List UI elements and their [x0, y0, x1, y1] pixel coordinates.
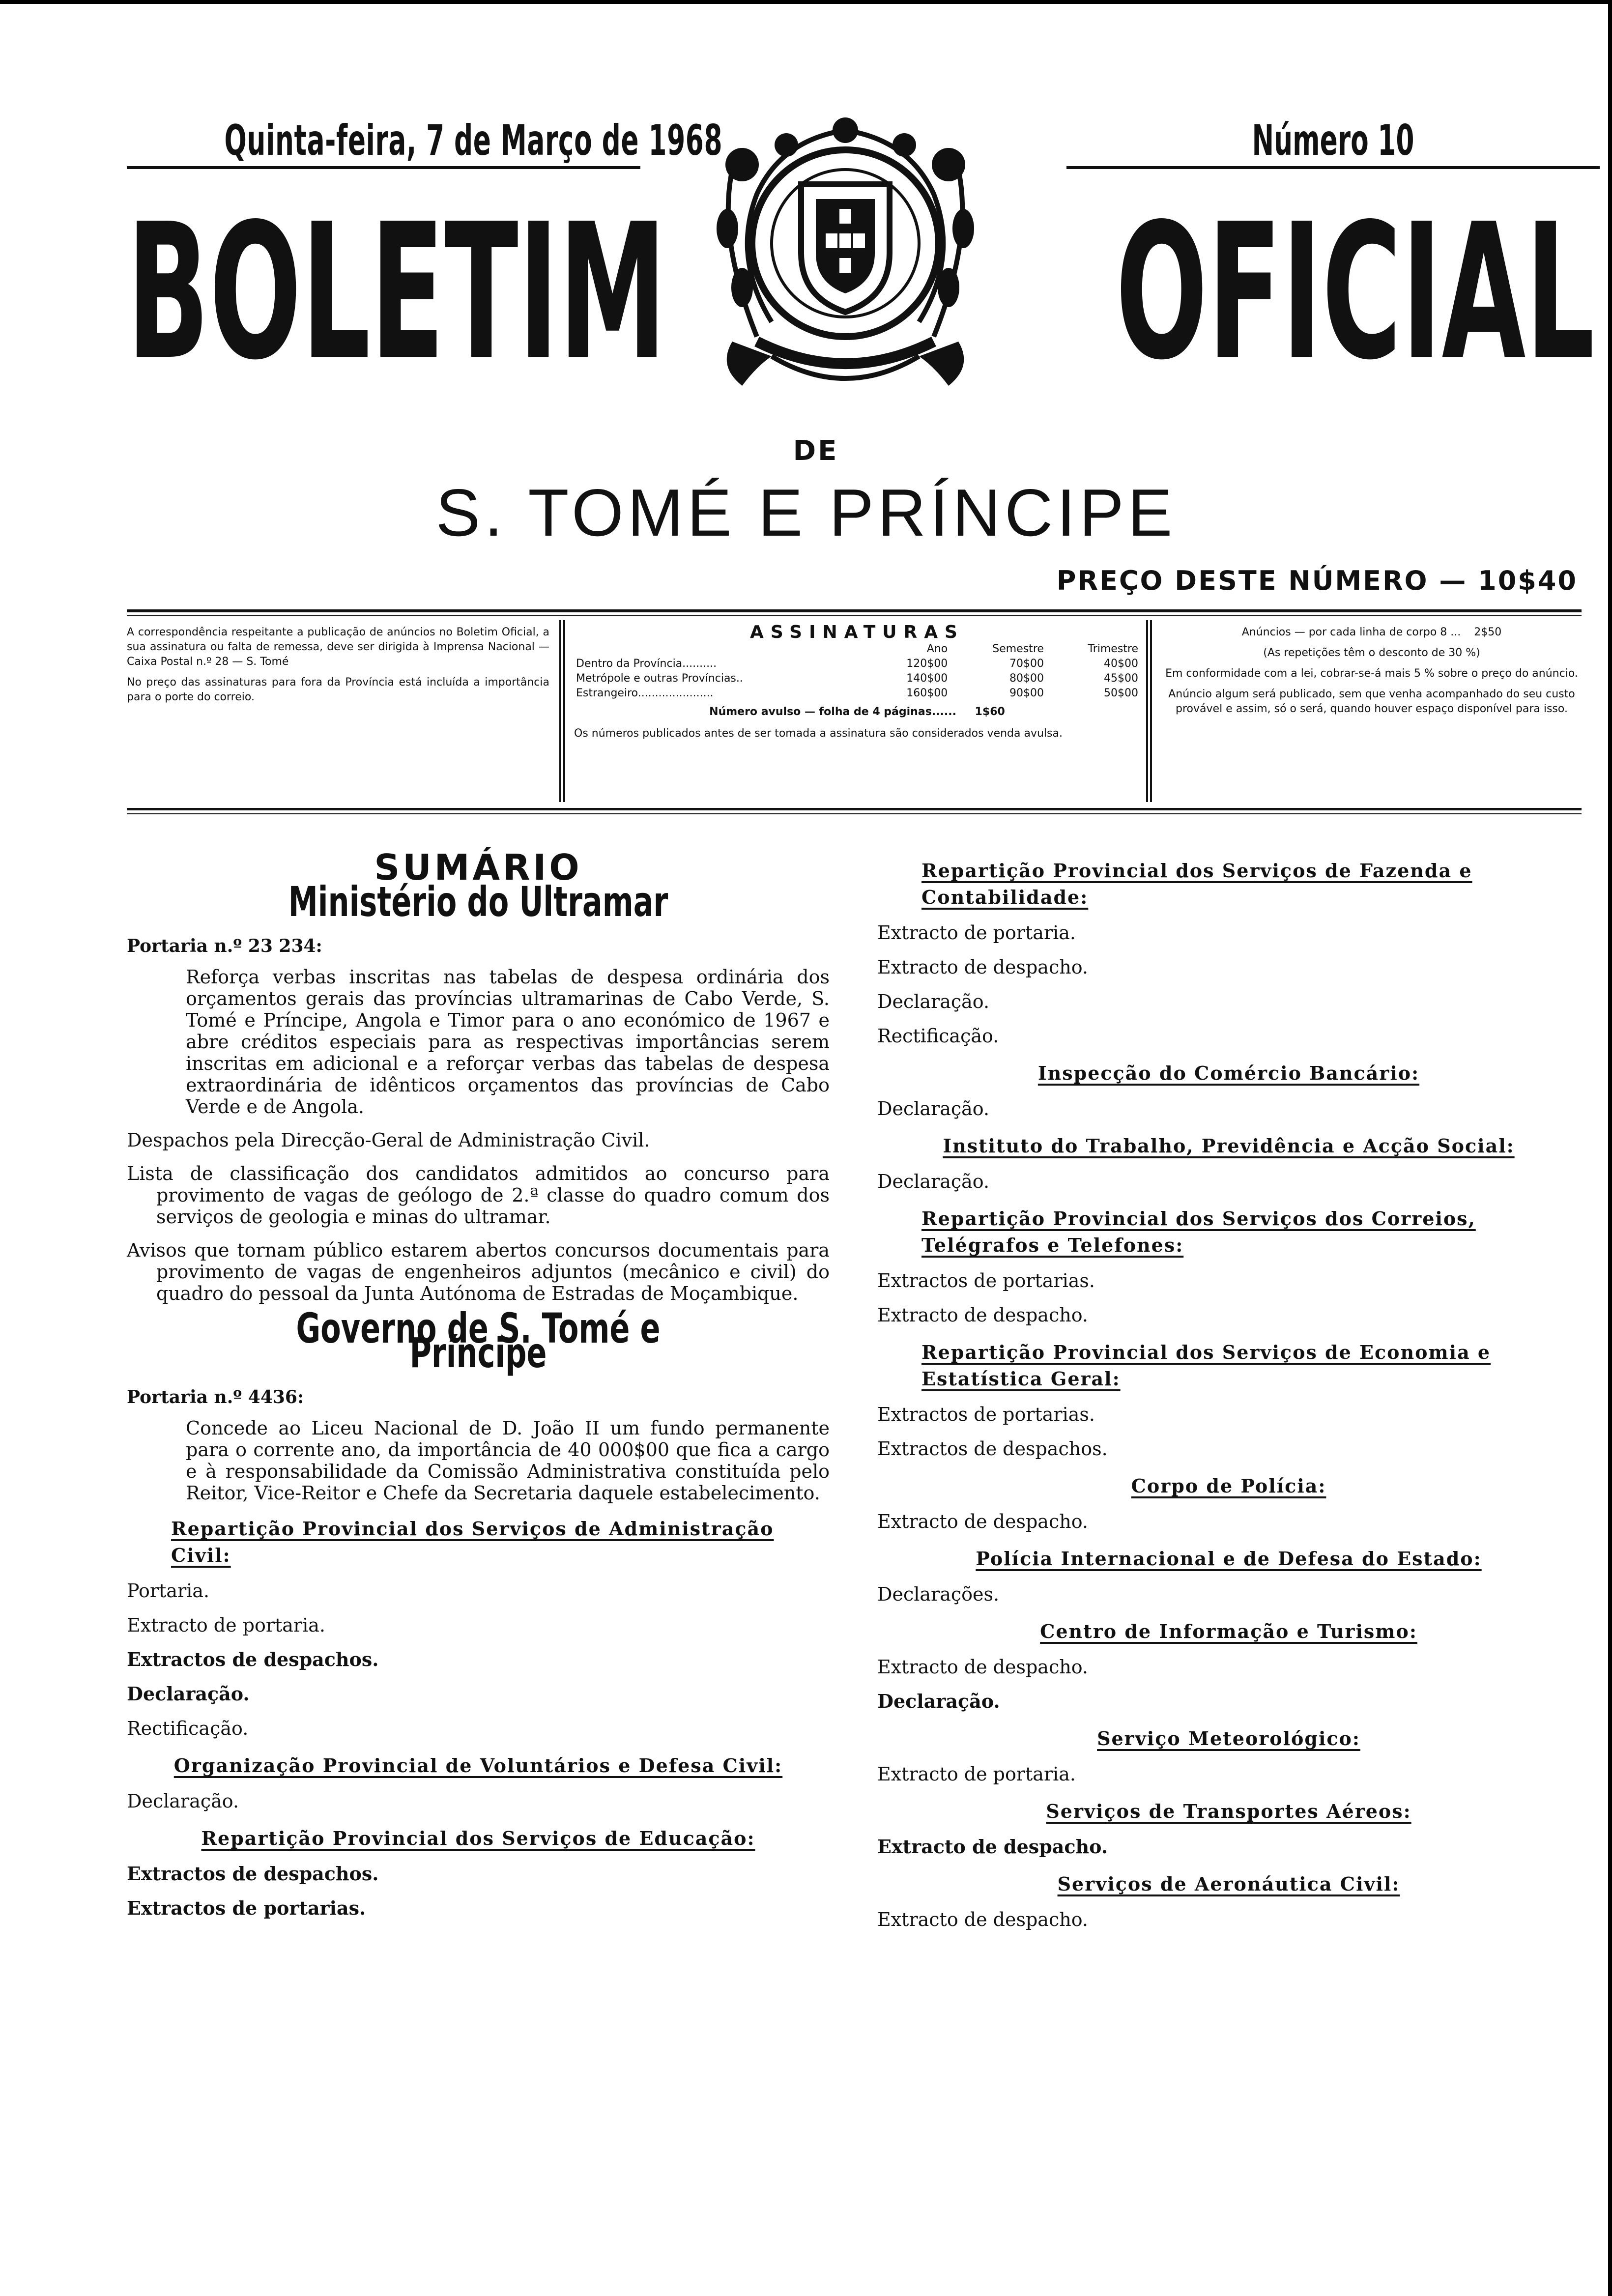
avisos-entry: Avisos que tornam público estarem abertos concursos documentais para provimento de vagas de engenheiros adjuntos (mecânico e civil) do quadro do pessoal da Junta Autónoma de Estradas de Moçambique.: [127, 1239, 830, 1304]
list-item: Rectificação.: [127, 1718, 249, 1739]
section-block: [877, 1798, 1580, 1860]
info-correspondence: [127, 625, 549, 711]
list-item: Declaração.: [877, 991, 990, 1012]
coat-of-arms-icon: [659, 111, 1032, 405]
summary-right-column: [877, 858, 1580, 1941]
issue-date: Quinta-feira, 7 de Março de 1968: [224, 116, 723, 165]
section-block: [877, 858, 1580, 1049]
portaria-description: Concede ao Liceu Nacional de D. João II um fundo permanente para o corrente ano, da importância de 40 000$00 que fica a cargo e à responsabilidade da Comissão Administrativa constituída pelo Reitor, Vice-Reitor e Chefe da Secretaria daquele estabelecimento.: [186, 1417, 830, 1504]
list-item: Extracto de portaria.: [127, 1614, 326, 1636]
section-block: [877, 1133, 1580, 1195]
section-block: [127, 1825, 830, 1922]
summary-left-column: [127, 847, 830, 1929]
list-item: Extracto de despacho.: [877, 1656, 1089, 1678]
header-semestre: Semestre: [992, 643, 1044, 655]
number-rule: [1066, 166, 1600, 169]
section-block: [877, 1339, 1580, 1462]
list-item: Extracto de portaria.: [877, 922, 1076, 944]
avulso-text: Número avulso — folha de 4 páginas......: [709, 706, 956, 718]
issue-price: PREÇO DESTE NÚMERO — 10$40: [1056, 565, 1578, 596]
list-item: Declaração.: [127, 1790, 239, 1812]
list-item: Portaria.: [127, 1580, 210, 1602]
header-ano: Ano: [926, 643, 948, 655]
info-divider-right-2: [1150, 620, 1152, 802]
despachos-entry: Despachos pela Direcção-Geral de Administração Civil.: [127, 1129, 650, 1151]
section-block: [127, 1516, 830, 1742]
summary-title: SUMÁRIO: [374, 847, 582, 888]
correspondence-text: A correspondência respeitante a publicação de anúncios no Boletim Oficial, a sua assinatura ou falta de remessa, deve ser dirigida à Imprensa Nacional — Caixa Postal n.º 28 — S. Tomé: [127, 626, 549, 668]
government-heading: Governo de S. Tomé e Príncipe: [296, 1304, 661, 1377]
list-item: Extractos de portarias.: [127, 1897, 366, 1919]
section-heading: Serviço Meteorológico:: [1097, 1727, 1360, 1750]
portaria-label: Portaria n.º 23 234:: [127, 936, 322, 956]
info-divider-left-2: [563, 620, 565, 802]
section-block: [127, 1752, 830, 1814]
publication-condition: Anúncio algum será publicado, sem que venha acompanhado do seu custo provável e assim, só o será, quando houver espaço disponível para isso.: [1168, 688, 1575, 715]
header-rule-thin: [127, 615, 1582, 616]
header-rule: [127, 609, 1582, 612]
list-item: Extracto de despacho.: [877, 1304, 1089, 1326]
list-item: Extractos de despachos.: [127, 1863, 379, 1885]
section-heading: Serviços de Aeronáutica Civil:: [1057, 1873, 1400, 1895]
avulso-note: Os números publicados antes de ser tomada a assinatura são considerados venda avulsa.: [574, 727, 1063, 740]
section-heading: Organização Provincial de Voluntários e Defesa Civil:: [173, 1754, 783, 1777]
classification-list-entry: Lista de classificação dos candidatos admitidos ao concurso para provimento de vagas de geólogo de 2.ª classe do quadro comum dos serviços de geologia e minas do ultramar.: [127, 1163, 830, 1228]
list-item: Extracto de portaria.: [877, 1763, 1076, 1785]
list-item: Declarações.: [877, 1583, 1000, 1605]
info-announcements: [1161, 625, 1583, 722]
section-block: [877, 1871, 1580, 1933]
avulso-line: [574, 705, 1140, 719]
list-item: Declaração.: [877, 1171, 990, 1192]
section-heading: Centro de Informação e Turismo:: [1040, 1620, 1417, 1642]
section-heading: Serviços de Transportes Aéreos:: [1046, 1800, 1411, 1822]
de-label: DE: [793, 435, 839, 467]
info-divider-right: [1146, 620, 1148, 802]
portaria-label: Portaria n.º 4436:: [127, 1387, 304, 1407]
table-row: Dentro da Província.......... 120$00 70$00 40$00: [576, 658, 1138, 670]
subscriptions-table: [574, 642, 1140, 701]
section-heading: Repartição Provincial dos Serviços de Educação:: [201, 1827, 755, 1849]
top-border: [0, 0, 1612, 4]
list-item: Extractos de portarias.: [877, 1404, 1095, 1425]
list-item: Extractos de portarias.: [877, 1270, 1095, 1292]
section-heading: Inspecção do Comércio Bancário:: [1037, 1062, 1420, 1084]
section-block: [877, 1725, 1580, 1787]
info-bottom-rule-thin: [127, 813, 1582, 814]
section-block: [877, 1546, 1580, 1607]
section-block: [877, 1060, 1580, 1122]
list-item: Extractos de despachos.: [877, 1438, 1108, 1460]
section-block: [877, 1473, 1580, 1535]
list-item: Declaração.: [877, 1098, 990, 1119]
section-heading: Repartição Provincial dos Serviços de Administração Civil:: [171, 1518, 774, 1566]
list-item: Declaração.: [877, 1690, 1000, 1712]
section-heading: Corpo de Polícia:: [1131, 1475, 1326, 1497]
section-heading: Polícia Internacional e de Defesa do Estado:: [976, 1548, 1482, 1570]
list-item: Extractos de despachos.: [127, 1648, 379, 1670]
list-item: Rectificação.: [877, 1025, 999, 1047]
repetition-discount: (As repetições têm o desconto de 30 %): [1263, 647, 1480, 659]
list-item: Extracto de despacho.: [877, 1836, 1108, 1858]
right-border: [1608, 0, 1612, 2296]
info-divider-left: [559, 620, 561, 802]
section-block: [877, 1205, 1580, 1328]
title-boletim: BOLETIM: [127, 183, 667, 401]
section-block: [877, 1618, 1580, 1715]
avulso-price: 1$60: [975, 706, 1005, 718]
issue-number: Número 10: [1252, 116, 1414, 165]
subscriptions-title: ASSINATURAS: [750, 622, 964, 642]
section-heading: Instituto do Trabalho, Previdência e Acção Social:: [943, 1135, 1515, 1157]
list-item: Extracto de despacho.: [877, 1511, 1089, 1532]
date-rule: [127, 166, 640, 169]
header-trimestre: Trimestre: [1088, 643, 1138, 655]
section-heading: Repartição Provincial dos Serviços de Economia e Estatística Geral:: [921, 1341, 1491, 1390]
list-item: Extracto de despacho.: [877, 1909, 1089, 1930]
title-oficial: OFICIAL: [1116, 183, 1595, 401]
list-item: Declaração.: [127, 1683, 250, 1705]
portaria-description: Reforça verbas inscritas nas tabelas de despesa ordinária dos orçamentos gerais das províncias ultramarinas de Cabo Verde, S. Tomé e Príncipe, Angola e Timor para o ano económico de 1967 e abre créditos especiais para as respectivas importâncias serem inscritas em adicional e a reforçar verbas das tabelas de despesa extraordinária de idênticos orçamentos das províncias de Cabo Verde e de Angola.: [186, 966, 830, 1118]
announcement-rate: Anúncios — por cada linha de corpo 8 ... 2$50: [1241, 626, 1502, 638]
surcharge-note: Em conformidade com a lei, cobrar-se-á mais 5 % sobre o preço do anúncio.: [1165, 667, 1578, 680]
section-heading: Repartição Provincial dos Serviços de Fazenda e Contabilidade:: [921, 860, 1472, 908]
postage-note: No preço das assinaturas para fora da Província está incluída a importância para o porte do correio.: [127, 676, 549, 703]
info-subscriptions: [574, 622, 1140, 741]
info-bottom-rule: [127, 808, 1582, 810]
list-item: Extracto de despacho.: [877, 956, 1089, 978]
section-heading: Repartição Provincial dos Serviços dos Correios, Telégrafos e Telefones:: [921, 1207, 1476, 1256]
table-row: Estrangeiro...................... 160$00 90$00 50$00: [576, 687, 1138, 699]
ministry-heading: Ministério do Ultramar: [288, 878, 668, 926]
province-name: S. TOMÉ E PRÍNCIPE: [435, 475, 1177, 550]
table-row: Metrópole e outras Províncias.. 140$00 80$00 45$00: [576, 672, 1138, 685]
